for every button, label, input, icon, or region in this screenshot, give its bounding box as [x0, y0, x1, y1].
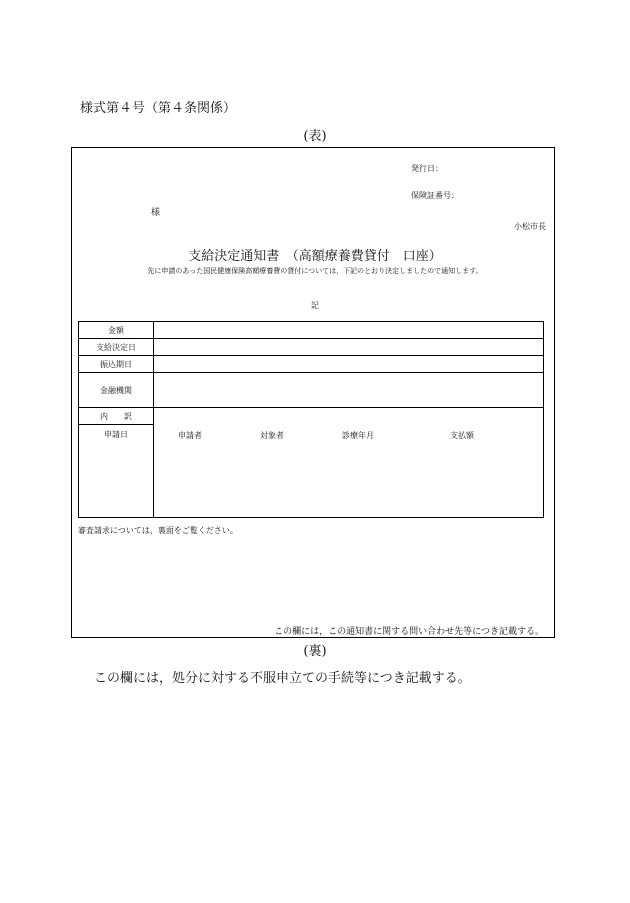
- back-side-label: (裏): [303, 644, 327, 659]
- decision-table: [78, 321, 544, 518]
- column-applicant: 申請者: [178, 431, 202, 440]
- back-side-text: この欄には，処分に対する不服申立ての手続等につき記載する。: [94, 671, 471, 686]
- table-row: [79, 408, 544, 425]
- bank-label: 金融機関: [79, 373, 154, 408]
- table-row: [79, 373, 544, 408]
- front-side-label: (表): [303, 129, 327, 144]
- amount-label: 金額: [79, 322, 154, 339]
- inquiry-note: この欄には，この通知書に関する問い合わせ先等につき記載する。: [274, 627, 544, 637]
- issuer-name: 小松市長: [514, 222, 546, 231]
- table-row: [79, 339, 544, 356]
- column-payment-amount: 支払額: [450, 431, 474, 440]
- document-title: 支給決定通知書 （高額療養費貸付 口座）: [188, 249, 442, 264]
- column-subject: 対象者: [260, 431, 284, 440]
- decision-date-value: [154, 339, 544, 356]
- decision-date-label: 支給決定日: [79, 339, 154, 356]
- bank-value: [154, 373, 544, 408]
- review-note: 審査請求については，裏面をご覧ください。: [78, 526, 238, 535]
- transfer-date-label: 振込期日: [79, 356, 154, 373]
- column-treatment-month: 診療年月: [342, 431, 374, 440]
- table-row: [79, 322, 544, 339]
- transfer-date-value: [154, 356, 544, 373]
- breakdown-label: 内 訳: [79, 408, 154, 425]
- amount-value: [154, 322, 544, 339]
- table-row: [79, 356, 544, 373]
- form-number: 様式第４号（第４条関係）: [80, 101, 237, 116]
- application-date-label: 申請日: [79, 425, 154, 518]
- ki-marker: 記: [311, 301, 319, 310]
- insurance-number-label: 保険証番号：: [411, 191, 459, 200]
- recipient-honorific: 様: [151, 208, 161, 218]
- breakdown-columns: [154, 408, 544, 518]
- notice-description: 先に申請のあった国民健康保険高額療養費の貸付については，下記のとおり決定しましたので通知します。: [147, 267, 483, 275]
- issue-date-label: 発行日：: [411, 164, 443, 173]
